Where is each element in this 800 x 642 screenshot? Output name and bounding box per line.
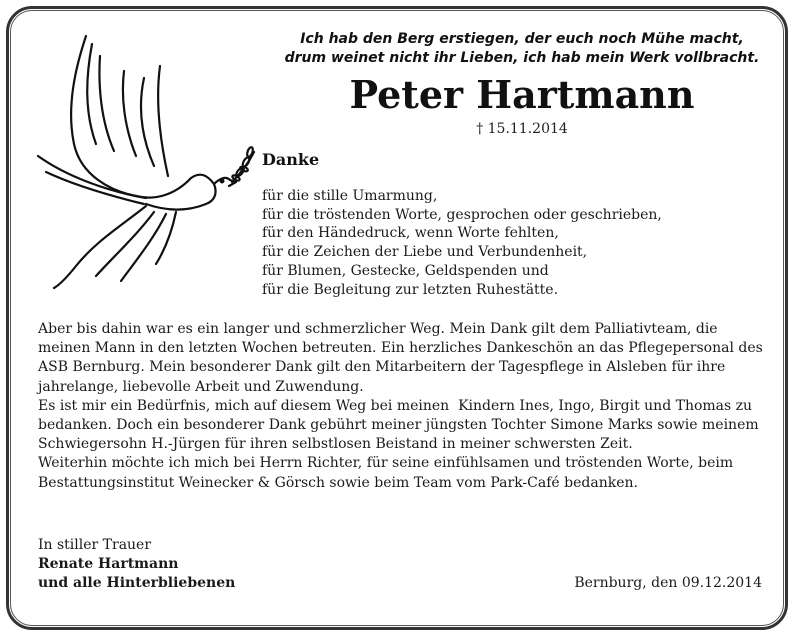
death-date: † 15.11.2014 bbox=[476, 121, 568, 137]
body-paragraph: Es ist mir ein Bedürfnis, mich auf diesem Weg bei meinen Kindern Ines, Ingo, Birgit und Thomas zu bedanken. Doch ein besonderer Dank gebührt meiner jüngsten Tochter Simone Marks sowie meinem Schwiegersohn H.-Jürgen für ihren selbstlosen Beistand in meiner schwersten Zeit. bbox=[38, 397, 764, 453]
thanks-line: für die stille Umarmung, bbox=[262, 188, 438, 204]
body-paragraph: Weiterhin möchte ich mich bei Herrn Richter, für seine einfühlsamen und tröstenden Worte, beim Bestattungsinstitut Weinecker & Görsch sowie beim Team vom Park-Café bedanken. bbox=[38, 455, 738, 491]
signature-name: Renate Hartmann bbox=[38, 556, 179, 572]
thanks-line: für den Händedruck, wenn Worte fehlten, bbox=[262, 225, 559, 242]
place-date: Bernburg, den 09.12.2014 bbox=[574, 575, 762, 591]
thanks-line: für die Begleitung zur letzten Ruhestätte. bbox=[262, 281, 559, 298]
motto-line-2: drum weinet nicht ihr Lieben, ich hab mein Werk vollbracht. bbox=[284, 50, 760, 66]
thanks-line: für die tröstenden Worte, gesprochen oder geschrieben, bbox=[262, 206, 662, 223]
motto-line-1: Ich hab den Berg erstiegen, der euch noch Mühe macht, bbox=[300, 31, 744, 47]
thanks-list bbox=[262, 187, 762, 299]
motto bbox=[262, 30, 782, 68]
signature-family: und alle Hinterbliebenen bbox=[38, 575, 236, 591]
thanks-line: für Blumen, Gestecke, Geldspenden und bbox=[262, 262, 549, 279]
signature-block bbox=[38, 536, 235, 593]
body-text bbox=[38, 320, 768, 493]
deceased-name: Peter Hartmann bbox=[349, 72, 695, 117]
danke-heading: Danke bbox=[262, 150, 320, 169]
signature-intro: In stiller Trauer bbox=[38, 537, 152, 553]
thanks-line: für die Zeichen der Liebe und Verbundenheit, bbox=[262, 244, 588, 261]
body-paragraph: Aber bis dahin war es ein langer und schmerzlicher Weg. Mein Dank gilt dem Palliativteam, die meinen Mann in den letzten Wochen betreuten. Ein herzliches Dankeschön an das Pflegepersonal des ASB Bernburg. Mein besonderer Dank gilt den Mitarbeitern der Tagespflege in Alsleben für ihre jahrelange, liebevolle Arbeit und Zuwendung. bbox=[38, 321, 768, 395]
dove-with-olive-branch-icon bbox=[26, 26, 256, 296]
